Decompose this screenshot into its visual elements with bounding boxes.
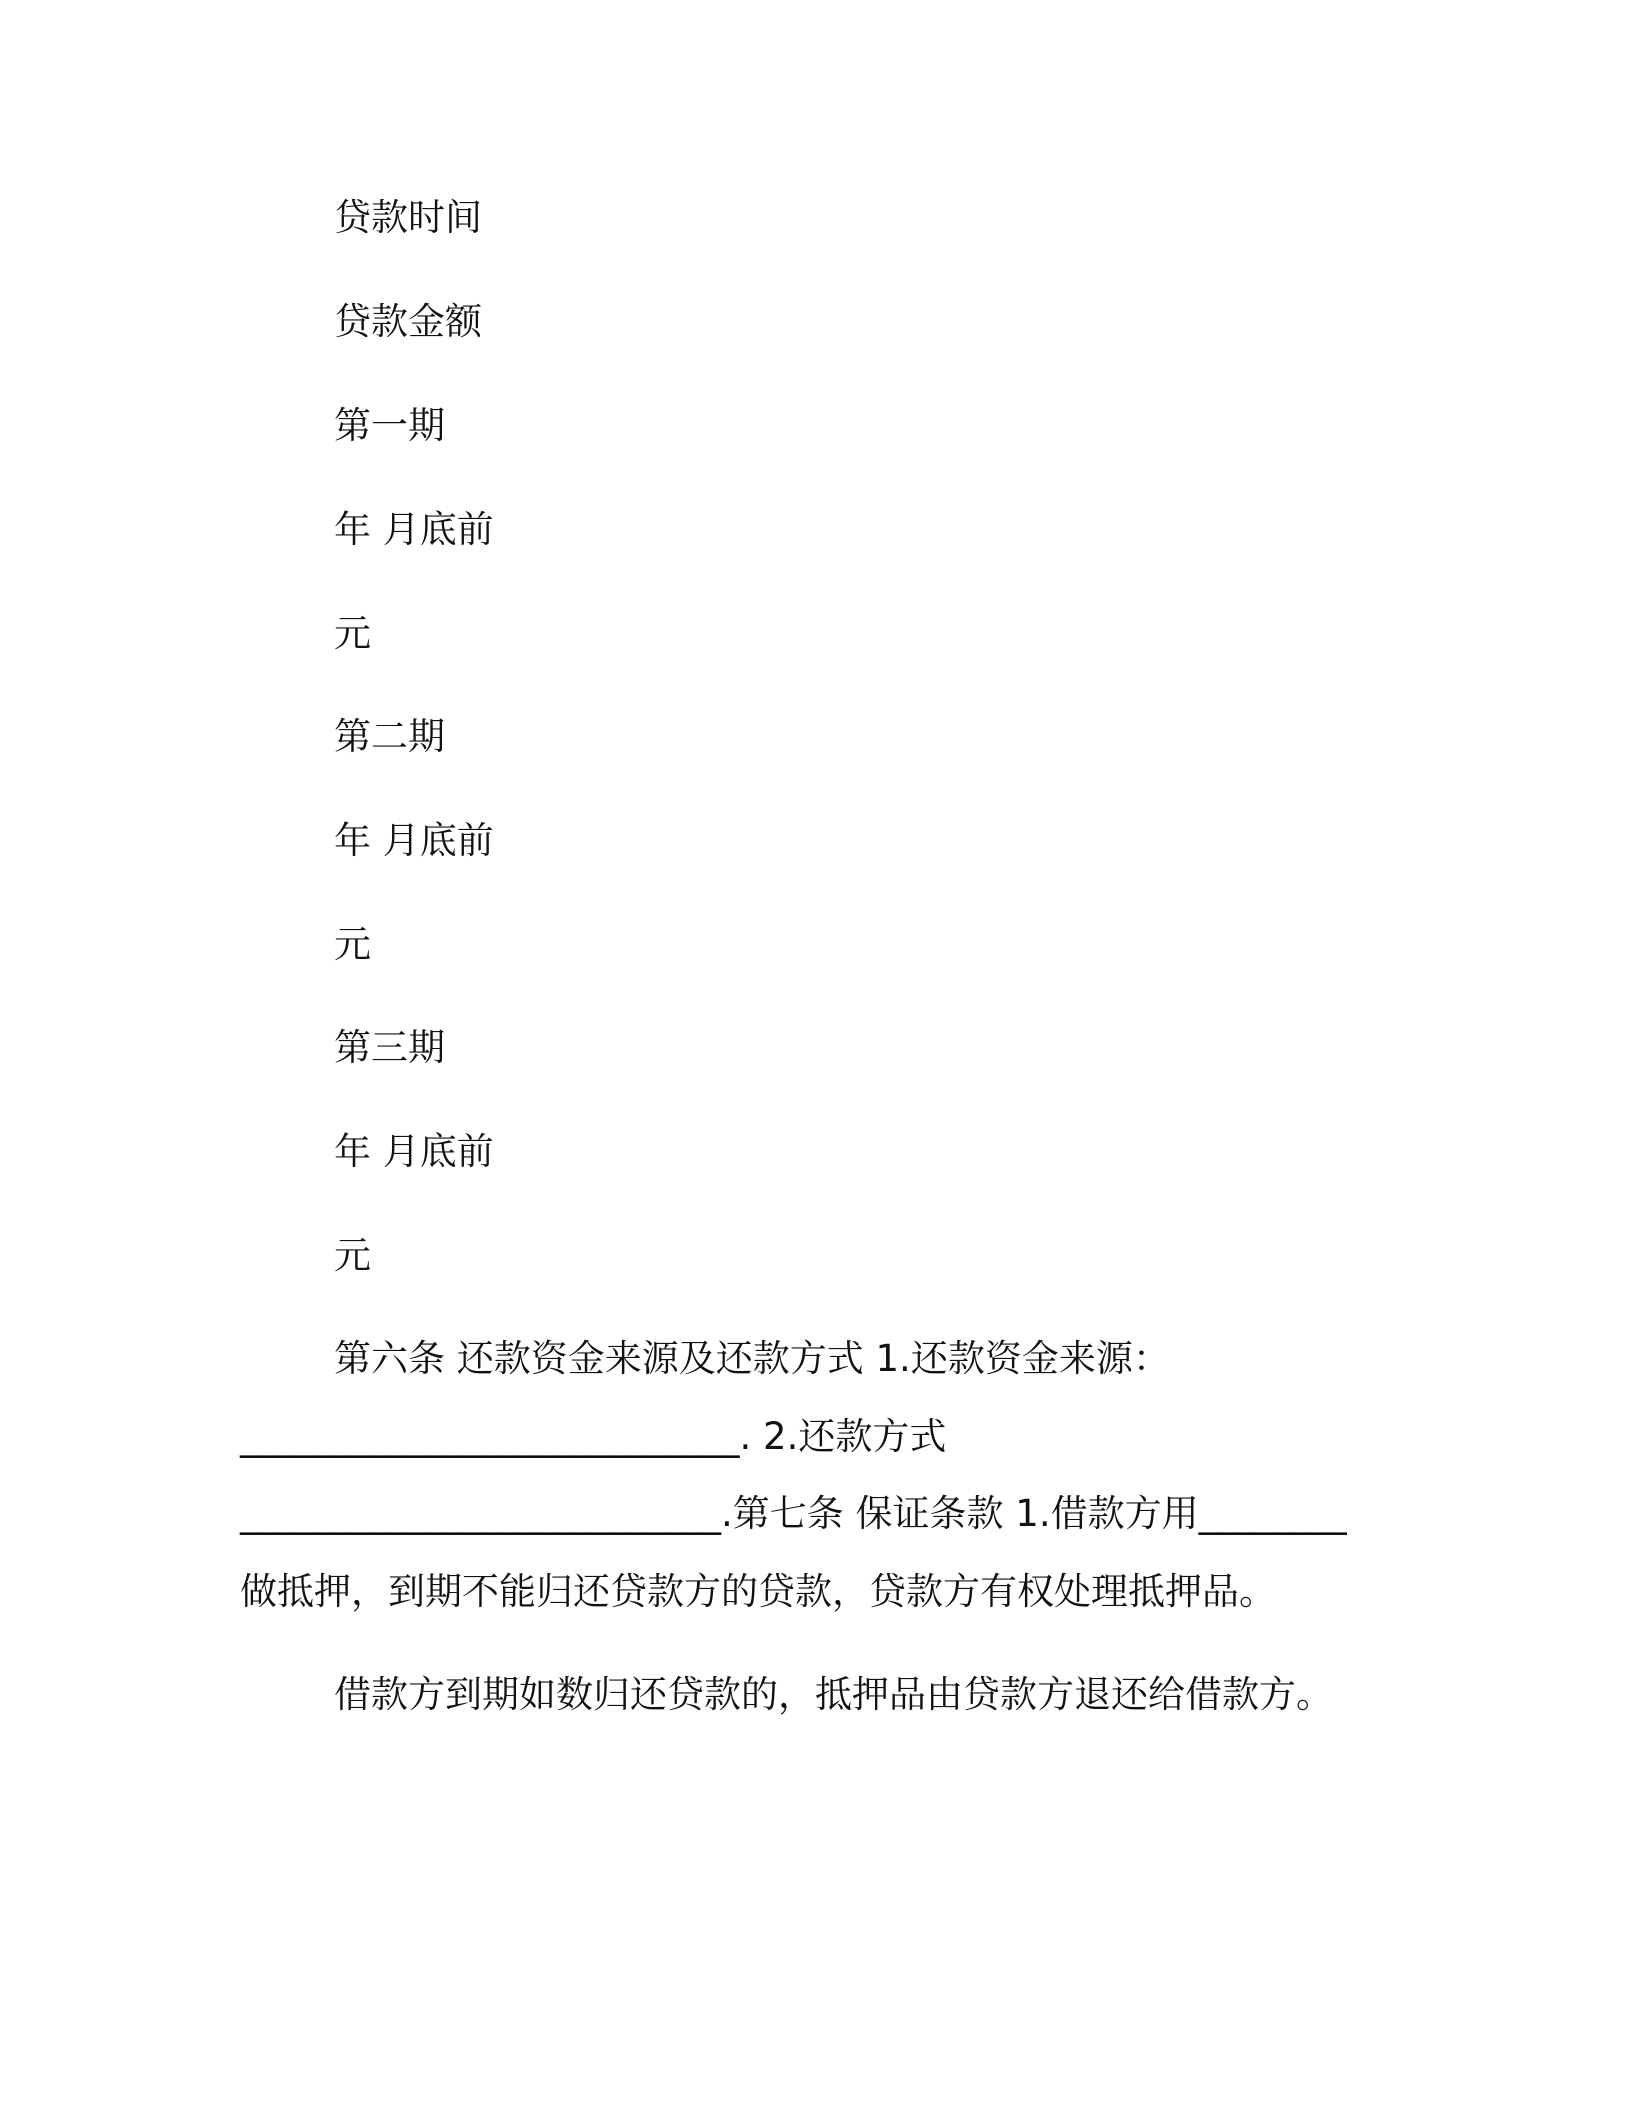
header-loan-amount: 贷款金额 xyxy=(334,300,482,343)
period-3-date: 年 月底前 xyxy=(334,1130,494,1173)
article6-line1: 第六条 还款资金来源及还款方式 1.还款资金来源： xyxy=(334,1337,1170,1380)
period-1-date: 年 月底前 xyxy=(334,508,494,551)
period-2-date: 年 月底前 xyxy=(334,819,494,862)
article7-paragraph: 借款方到期如数归还贷款的，抵押品由贷款方退还给借款方。 xyxy=(334,1673,1333,1716)
period-1-unit: 元 xyxy=(334,612,371,655)
article6-line3: __________________________.第七条 保证条款 1.借款方用________ xyxy=(240,1492,1347,1535)
period-3-unit: 元 xyxy=(334,1234,371,1277)
article6-line2: ___________________________. 2.还款方式 xyxy=(240,1415,947,1458)
header-loan-time: 贷款时间 xyxy=(334,196,482,239)
period-3-label: 第三期 xyxy=(334,1026,445,1069)
period-1-label: 第一期 xyxy=(334,404,445,447)
article6-line4: 做抵押，到期不能归还贷款方的贷款，贷款方有权处理抵押品。 xyxy=(240,1570,1276,1613)
period-2-unit: 元 xyxy=(334,923,371,966)
period-2-label: 第二期 xyxy=(334,715,445,758)
